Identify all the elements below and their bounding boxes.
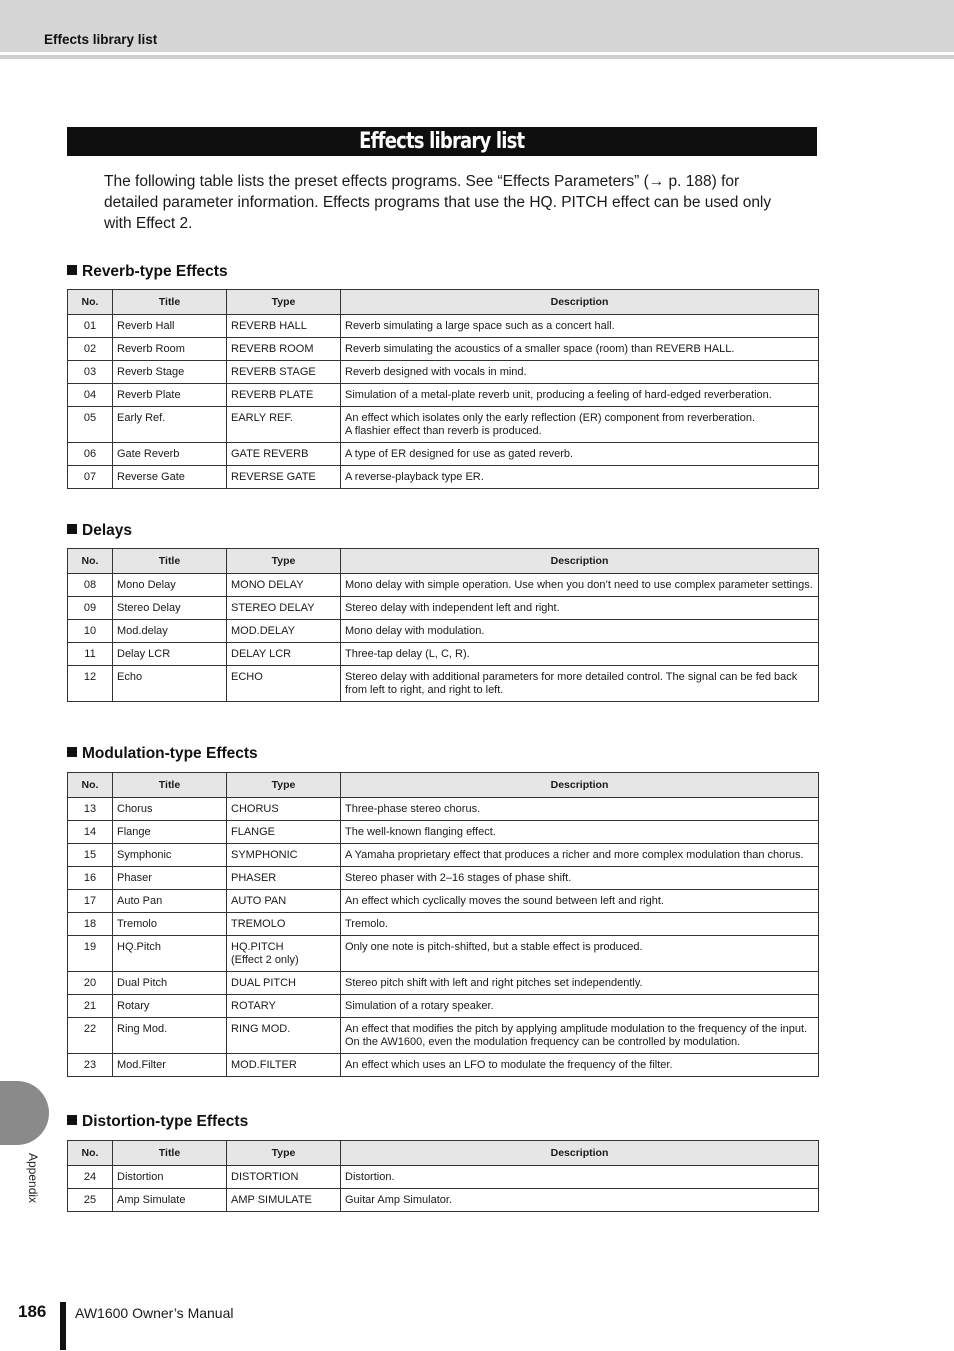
- table-header-row: [68, 290, 819, 315]
- bullet-square-icon: [67, 1115, 77, 1125]
- cell-type: EARLY REF.: [227, 407, 341, 443]
- table-row: [68, 867, 819, 890]
- section-heading-text: Modulation-type Effects: [82, 745, 258, 762]
- footer-manual-title: AW1600 Owner’s Manual: [75, 1305, 234, 1321]
- cell-no: 08: [68, 574, 113, 597]
- section-heading-text: Delays: [82, 522, 132, 539]
- table-row: [68, 338, 819, 361]
- header-title: Title: [113, 549, 227, 574]
- section-heading-delays: [67, 522, 132, 540]
- table-row: [68, 443, 819, 466]
- cell-title: Tremolo: [113, 913, 227, 936]
- header-no: No.: [68, 549, 113, 574]
- header-no: No.: [68, 773, 113, 798]
- cell-description: Stereo delay with independent left and right.: [341, 597, 819, 620]
- cell-description: A reverse-playback type ER.: [341, 466, 819, 489]
- cell-description: Stereo phaser with 2–16 stages of phase shift.: [341, 867, 819, 890]
- table-row: [68, 384, 819, 407]
- cell-title: Reverb Room: [113, 338, 227, 361]
- section-heading-modulation: [67, 745, 258, 763]
- cell-description: A Yamaha proprietary effect that produces a richer and more complex modulation than chorus.: [341, 844, 819, 867]
- cell-no: 05: [68, 407, 113, 443]
- intro-paragraph: The following table lists the preset effects programs. See “Effects Parameters” (→ p. 188) for detailed parameter information. Effects programs that use the HQ. PITCH effect can be used only with Effect 2.: [104, 173, 772, 232]
- cell-title: Dual Pitch: [113, 972, 227, 995]
- header-title: Title: [113, 1141, 227, 1166]
- running-header: Effects library list: [44, 32, 158, 47]
- cell-type: FLANGE: [227, 821, 341, 844]
- cell-type: TREMOLO: [227, 913, 341, 936]
- table-row: [68, 821, 819, 844]
- bullet-square-icon: [67, 524, 77, 534]
- cell-no: 25: [68, 1189, 113, 1212]
- header-type: Type: [227, 549, 341, 574]
- effects-table-reverb: [67, 289, 819, 489]
- cell-title: Distortion: [113, 1166, 227, 1189]
- header-type: Type: [227, 290, 341, 315]
- cell-no: 14: [68, 821, 113, 844]
- cell-description: An effect which cyclically moves the sound between left and right.: [341, 890, 819, 913]
- page-title-text: Effects library list: [359, 129, 525, 154]
- cell-no: 23: [68, 1054, 113, 1077]
- cell-no: 18: [68, 913, 113, 936]
- cell-description: An effect that modifies the pitch by applying amplitude modulation to the frequency of the input. On the AW1600, even the modulation frequency can be controlled by modulation.: [341, 1018, 819, 1054]
- cell-no: 01: [68, 315, 113, 338]
- cell-no: 17: [68, 890, 113, 913]
- table-row: [68, 643, 819, 666]
- page-number: 186: [18, 1302, 47, 1321]
- cell-type: REVERB HALL: [227, 315, 341, 338]
- cell-description: An effect which uses an LFO to modulate the frequency of the filter.: [341, 1054, 819, 1077]
- cell-type: HQ.PITCH (Effect 2 only): [227, 936, 341, 972]
- header-title: Title: [113, 773, 227, 798]
- cell-type: REVERB PLATE: [227, 384, 341, 407]
- header-type: Type: [227, 773, 341, 798]
- cell-type: ROTARY: [227, 995, 341, 1018]
- footer-bar: [60, 1302, 66, 1350]
- table-row: [68, 597, 819, 620]
- cell-title: HQ.Pitch: [113, 936, 227, 972]
- cell-description: Mono delay with simple operation. Use when you don’t need to use complex parameter settings.: [341, 574, 819, 597]
- cell-title: Gate Reverb: [113, 443, 227, 466]
- cell-type: DUAL PITCH: [227, 972, 341, 995]
- cell-type: MOD.DELAY: [227, 620, 341, 643]
- cell-no: 11: [68, 643, 113, 666]
- cell-description: Stereo pitch shift with left and right pitches set independently.: [341, 972, 819, 995]
- cell-type: REVERSE GATE: [227, 466, 341, 489]
- table-row: [68, 1189, 819, 1212]
- cell-type: GATE REVERB: [227, 443, 341, 466]
- cell-title: Amp Simulate: [113, 1189, 227, 1212]
- table-row: [68, 890, 819, 913]
- cell-description: Distortion.: [341, 1166, 819, 1189]
- cell-type: RING MOD.: [227, 1018, 341, 1054]
- cell-description: A type of ER designed for use as gated reverb.: [341, 443, 819, 466]
- table-row: [68, 574, 819, 597]
- cell-type: SYMPHONIC: [227, 844, 341, 867]
- cell-no: 20: [68, 972, 113, 995]
- cell-no: 21: [68, 995, 113, 1018]
- table-row: [68, 407, 819, 443]
- table-row: [68, 315, 819, 338]
- table-row: [68, 1054, 819, 1077]
- cell-no: 10: [68, 620, 113, 643]
- table-row: [68, 936, 819, 972]
- cell-title: Reverb Stage: [113, 361, 227, 384]
- cell-no: 02: [68, 338, 113, 361]
- cell-no: 03: [68, 361, 113, 384]
- table-header-row: [68, 549, 819, 574]
- table-row: [68, 1166, 819, 1189]
- cell-title: Mono Delay: [113, 574, 227, 597]
- cell-title: Early Ref.: [113, 407, 227, 443]
- cell-title: Reverse Gate: [113, 466, 227, 489]
- cell-type: REVERB STAGE: [227, 361, 341, 384]
- cell-no: 04: [68, 384, 113, 407]
- effects-table-modulation: [67, 772, 819, 1077]
- cell-no: 13: [68, 798, 113, 821]
- header-title: Title: [113, 290, 227, 315]
- header-description: Description: [341, 549, 819, 574]
- cell-type: MONO DELAY: [227, 574, 341, 597]
- cell-title: Ring Mod.: [113, 1018, 227, 1054]
- cell-type: MOD.FILTER: [227, 1054, 341, 1077]
- cell-description: Only one note is pitch-shifted, but a stable effect is produced.: [341, 936, 819, 972]
- cell-description: Tremolo.: [341, 913, 819, 936]
- cell-type: DELAY LCR: [227, 643, 341, 666]
- table-row: [68, 361, 819, 384]
- effects-table-delays: [67, 548, 819, 702]
- table-row: [68, 913, 819, 936]
- table-header-row: [68, 1141, 819, 1166]
- table-row: [68, 798, 819, 821]
- cell-type: REVERB ROOM: [227, 338, 341, 361]
- cell-no: 19: [68, 936, 113, 972]
- cell-description: Reverb designed with vocals in mind.: [341, 361, 819, 384]
- cell-description: Stereo delay with additional parameters for more detailed control. The signal can be fed back from left to right, and right to left.: [341, 666, 819, 702]
- header-no: No.: [68, 1141, 113, 1166]
- cell-title: Echo: [113, 666, 227, 702]
- cell-type: PHASER: [227, 867, 341, 890]
- cell-title: Delay LCR: [113, 643, 227, 666]
- cell-description: Reverb simulating a large space such as a concert hall.: [341, 315, 819, 338]
- cell-title: Chorus: [113, 798, 227, 821]
- table-row: [68, 995, 819, 1018]
- cell-title: Reverb Plate: [113, 384, 227, 407]
- cell-title: Mod.Filter: [113, 1054, 227, 1077]
- table-row: [68, 972, 819, 995]
- cell-no: 24: [68, 1166, 113, 1189]
- table-row: [68, 844, 819, 867]
- page-title: [67, 127, 817, 156]
- cell-type: AUTO PAN: [227, 890, 341, 913]
- table-row: [68, 666, 819, 702]
- appendix-tab: [0, 1081, 49, 1145]
- cell-type: STEREO DELAY: [227, 597, 341, 620]
- cell-description: Guitar Amp Simulator.: [341, 1189, 819, 1212]
- cell-title: Symphonic: [113, 844, 227, 867]
- table-header-row: [68, 773, 819, 798]
- cell-title: Phaser: [113, 867, 227, 890]
- header-description: Description: [341, 1141, 819, 1166]
- cell-description: The well-known flanging effect.: [341, 821, 819, 844]
- header-no: No.: [68, 290, 113, 315]
- cell-type: ECHO: [227, 666, 341, 702]
- cell-description: An effect which isolates only the early reflection (ER) component from reverberation. A flashier effect than reverb is produced.: [341, 407, 819, 443]
- cell-description: Mono delay with modulation.: [341, 620, 819, 643]
- cell-no: 06: [68, 443, 113, 466]
- cell-description: Simulation of a rotary speaker.: [341, 995, 819, 1018]
- cell-title: Reverb Hall: [113, 315, 227, 338]
- cell-description: Reverb simulating the acoustics of a smaller space (room) than REVERB HALL.: [341, 338, 819, 361]
- cell-type: AMP SIMULATE: [227, 1189, 341, 1212]
- cell-no: 12: [68, 666, 113, 702]
- section-heading-text: Reverb-type Effects: [82, 263, 228, 280]
- cell-title: Stereo Delay: [113, 597, 227, 620]
- cell-description: Simulation of a metal-plate reverb unit, producing a feeling of hard-edged reverberation.: [341, 384, 819, 407]
- table-row: [68, 620, 819, 643]
- cell-title: Auto Pan: [113, 890, 227, 913]
- bullet-square-icon: [67, 265, 77, 275]
- header-description: Description: [341, 290, 819, 315]
- cell-description: Three-tap delay (L, C, R).: [341, 643, 819, 666]
- section-heading-text: Distortion-type Effects: [82, 1113, 249, 1130]
- table-row: [68, 1018, 819, 1054]
- cell-no: 16: [68, 867, 113, 890]
- cell-title: Flange: [113, 821, 227, 844]
- appendix-label: Appendix: [26, 1153, 40, 1204]
- section-heading-distortion: [67, 1113, 248, 1131]
- cell-title: Mod.delay: [113, 620, 227, 643]
- effects-table-distortion: [67, 1140, 819, 1212]
- cell-no: 09: [68, 597, 113, 620]
- cell-type: DISTORTION: [227, 1166, 341, 1189]
- cell-no: 07: [68, 466, 113, 489]
- cell-no: 22: [68, 1018, 113, 1054]
- cell-description: Three-phase stereo chorus.: [341, 798, 819, 821]
- table-row: [68, 466, 819, 489]
- header-type: Type: [227, 1141, 341, 1166]
- cell-title: Rotary: [113, 995, 227, 1018]
- section-heading-reverb: [67, 263, 228, 281]
- cell-no: 15: [68, 844, 113, 867]
- bullet-square-icon: [67, 747, 77, 757]
- header-description: Description: [341, 773, 819, 798]
- cell-type: CHORUS: [227, 798, 341, 821]
- header-rule-gray: [0, 55, 954, 59]
